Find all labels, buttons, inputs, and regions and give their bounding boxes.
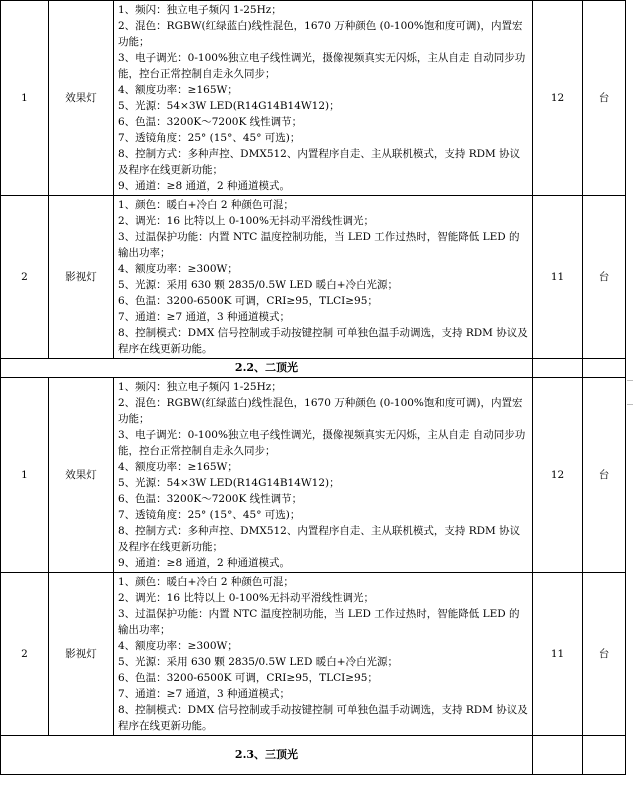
spec-line: 3、过温保护功能：内置 NTC 温度控制功能，当 LED 工作过热时，智能降低 LED 的输出功率；: [118, 231, 520, 259]
page-edge-mark: [627, 380, 633, 381]
spec-line: 3、过温保护功能：内置 NTC 温度控制功能，当 LED 工作过热时，智能降低 LED 的输出功率；: [118, 608, 520, 636]
spec-line: 2、调光：16 比特以上 0-100%无抖动平滑线性调光；: [118, 592, 374, 604]
table-row: [1, 1, 626, 196]
section-qty-blank: [533, 736, 583, 775]
item-spec-cell: [114, 196, 533, 359]
spec-line: 8、控制模式：DMX 信号控制或手动按键控制 可单独色温手动调选，支持 RDM 协议及程序在线更新功能。: [118, 704, 528, 732]
item-unit: 台: [583, 573, 626, 736]
item-number: 1: [1, 1, 49, 196]
spec-line: 7、透镜角度：25° (15°、45° 可选)；: [118, 132, 301, 144]
section-title: 2.2、二顶光: [1, 359, 533, 378]
spec-line: 6、色温：3200K～7200K 线性调节；: [118, 116, 303, 128]
section-unit-blank: [583, 736, 626, 775]
item-unit: 台: [583, 378, 626, 573]
spec-line: 5、光源：采用 630 颗 2835/0.5W LED 暖白+冷白光源；: [118, 656, 399, 668]
spec-line: 3、电子调光：0-100%独立电子线性调光，摄像视频真实无闪烁，主从自走 自动同步功能，控台正常控制自走永久同步；: [118, 52, 526, 80]
item-quantity: 11: [533, 196, 583, 359]
section-header-row: [1, 736, 626, 775]
spec-line: 9、通道：≥8 通道，2 种通道模式。: [118, 180, 291, 192]
spec-line: 5、光源：采用 630 颗 2835/0.5W LED 暖白+冷白光源；: [118, 279, 399, 291]
page-edge-mark: [627, 404, 633, 405]
section-qty-blank: [533, 359, 583, 378]
section-header-row: [1, 359, 626, 378]
item-spec-cell: [114, 573, 533, 736]
spec-line: 6、色温：3200-6500K 可调，CRI≥95，TLCI≥95；: [118, 672, 378, 684]
spec-line: 8、控制方式：多种声控、DMX512、内置程序自走、主从联机模式，支持 RDM 协议及程序在线更新功能；: [118, 525, 521, 553]
item-number: 1: [1, 378, 49, 573]
spec-line: 6、色温：3200-6500K 可调，CRI≥95，TLCI≥95；: [118, 295, 378, 307]
spec-line: 8、控制模式：DMX 信号控制或手动按键控制 可单独色温手动调选，支持 RDM 协议及程序在线更新功能。: [118, 327, 528, 355]
item-name: 效果灯: [49, 1, 114, 196]
table-row: [1, 378, 626, 573]
item-unit: 台: [583, 196, 626, 359]
item-number: 2: [1, 196, 49, 359]
spec-line: 4、额度功率：≥165W；: [118, 461, 238, 473]
spec-line: 1、颜色：暖白+冷白 2 种颜色可混；: [118, 199, 294, 211]
spec-line: 1、频闪：独立电子频闪 1-25Hz；: [118, 4, 282, 16]
spec-line: 4、额度功率：≥165W；: [118, 84, 238, 96]
item-name: 影视灯: [49, 196, 114, 359]
item-number: 2: [1, 573, 49, 736]
item-name: 影视灯: [49, 573, 114, 736]
spec-line: 4、额度功率：≥300W；: [118, 640, 238, 652]
item-quantity: 12: [533, 378, 583, 573]
section-title: 2.3、三顶光: [1, 736, 533, 775]
spec-line: 1、颜色：暖白+冷白 2 种颜色可混；: [118, 576, 294, 588]
spec-line: 7、透镜角度：25° (15°、45° 可选)；: [118, 509, 301, 521]
section-unit-blank: [583, 359, 626, 378]
table-row: [1, 196, 626, 359]
item-spec-cell: [114, 1, 533, 196]
spec-line: 4、额度功率：≥300W；: [118, 263, 238, 275]
spec-line: 2、混色：RGBW(红绿蓝白)线性混色，1670 万种颜色 (0-100%饱和度可调)，内置宏功能；: [118, 20, 523, 48]
spec-line: 5、光源：54×3W LED(R14G14B14W12)；: [118, 100, 340, 112]
item-unit: 台: [583, 1, 626, 196]
item-quantity: 12: [533, 1, 583, 196]
item-name: 效果灯: [49, 378, 114, 573]
spec-line: 6、色温：3200K～7200K 线性调节；: [118, 493, 303, 505]
spec-line: 7、通道：≥7 通道，3 种通道模式；: [118, 311, 291, 323]
spec-line: 1、频闪：独立电子频闪 1-25Hz；: [118, 381, 282, 393]
spec-line: 8、控制方式：多种声控、DMX512、内置程序自走、主从联机模式，支持 RDM 协议及程序在线更新功能；: [118, 148, 521, 176]
spec-line: 3、电子调光：0-100%独立电子线性调光，摄像视频真实无闪烁，主从自走 自动同步功能，控台正常控制自走永久同步；: [118, 429, 526, 457]
spec-line: 7、通道：≥7 通道，3 种通道模式；: [118, 688, 291, 700]
spec-line: 9、通道：≥8 通道，2 种通道模式。: [118, 557, 291, 569]
spec-line: 5、光源：54×3W LED(R14G14B14W12)；: [118, 477, 340, 489]
table-row: [1, 573, 626, 736]
spec-line: 2、调光：16 比特以上 0-100%无抖动平滑线性调光；: [118, 215, 374, 227]
item-spec-cell: [114, 378, 533, 573]
spec-line: 2、混色：RGBW(红绿蓝白)线性混色，1670 万种颜色 (0-100%饱和度可调)，内置宏功能；: [118, 397, 523, 425]
item-quantity: 11: [533, 573, 583, 736]
